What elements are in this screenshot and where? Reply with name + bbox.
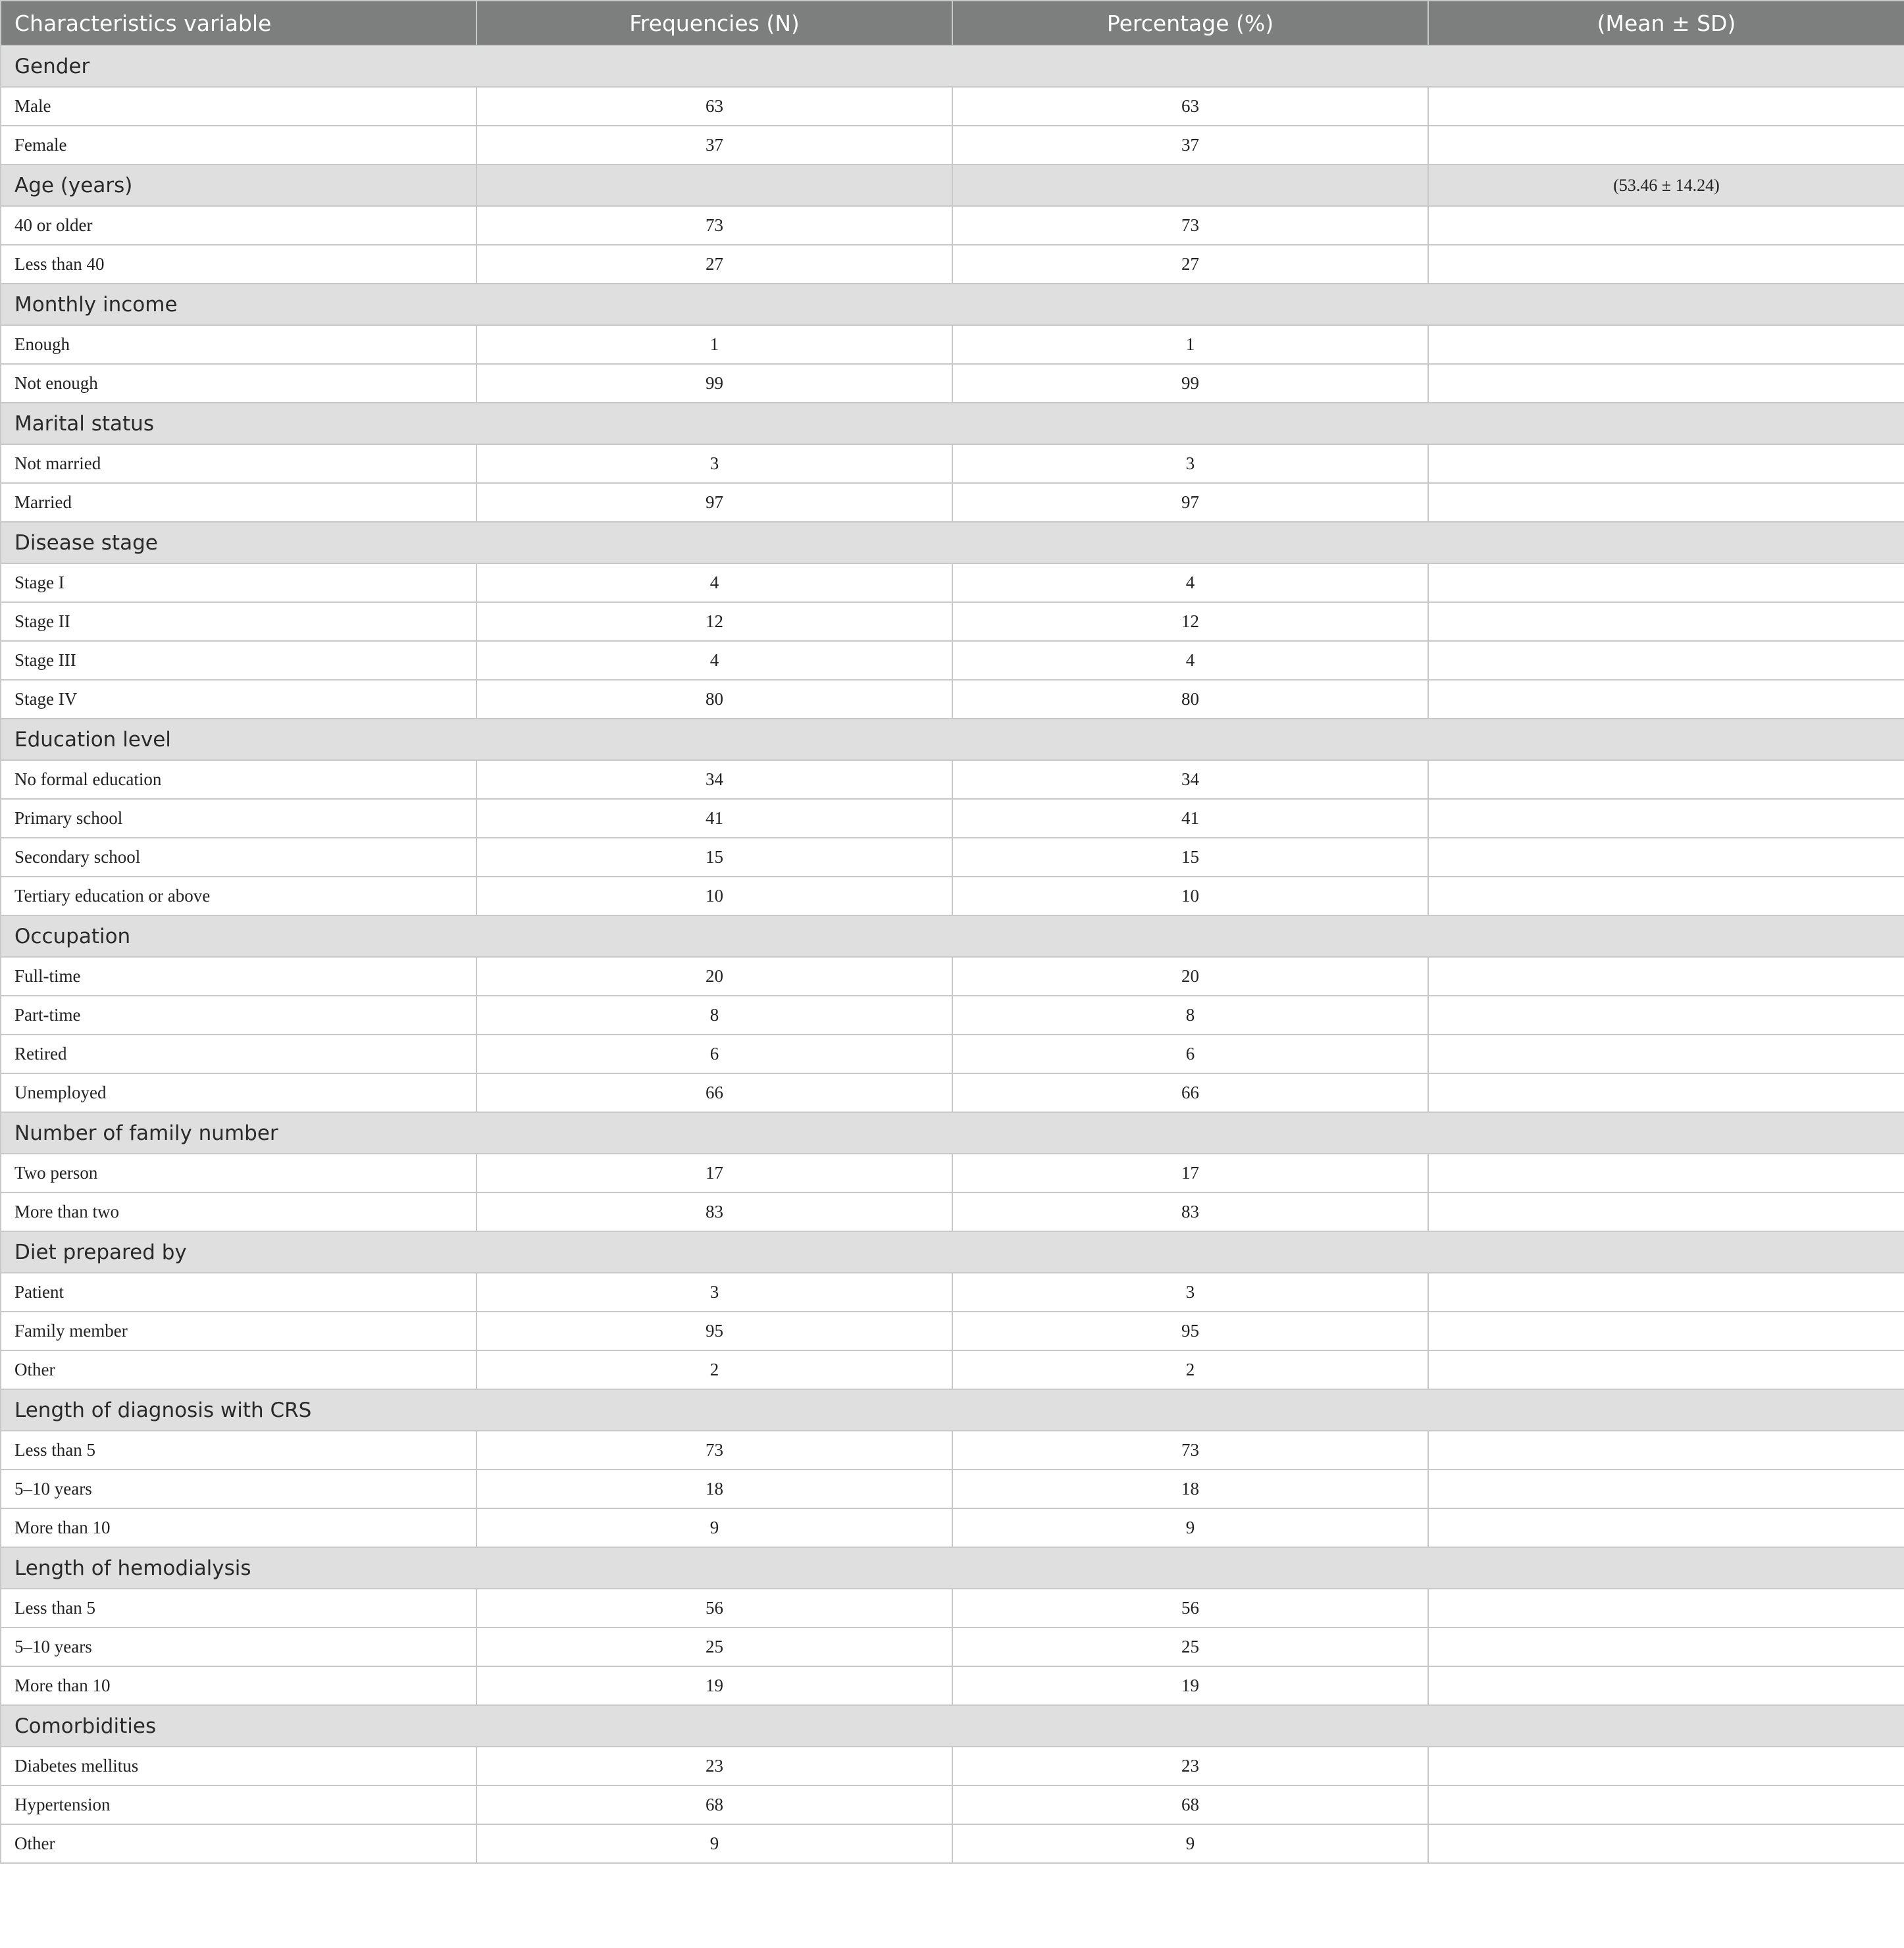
percentage-value: 80: [952, 680, 1428, 719]
table-row: [1, 641, 1904, 680]
mean-sd-cell: [1428, 206, 1904, 245]
percentage-value: 73: [952, 206, 1428, 245]
row-label: Retired: [1, 1035, 476, 1073]
mean-sd-cell: [1428, 760, 1904, 799]
frequency-value: 66: [476, 1073, 952, 1112]
mean-sd-cell: [1428, 444, 1904, 483]
table-row: [1, 602, 1904, 641]
frequency-value: 63: [476, 87, 952, 126]
percentage-value: 4: [952, 641, 1428, 680]
frequency-value: 9: [476, 1508, 952, 1547]
table-row: [1, 1628, 1904, 1666]
row-label: Less than 5: [1, 1431, 476, 1470]
percentage-value: 1: [952, 325, 1428, 364]
frequency-value: 1: [476, 325, 952, 364]
percentage-value: 9: [952, 1508, 1428, 1547]
row-label: Not enough: [1, 364, 476, 403]
header-percentage: Percentage (%): [952, 1, 1428, 45]
row-label: Less than 40: [1, 245, 476, 284]
mean-sd-cell: [1428, 799, 1904, 838]
group-header-row: [1, 1547, 1904, 1589]
group-title: Disease stage: [1, 522, 1904, 563]
percentage-value: 3: [952, 444, 1428, 483]
percentage-value: 63: [952, 87, 1428, 126]
mean-sd-cell: [1428, 245, 1904, 284]
group-title: Diet prepared by: [1, 1231, 1904, 1273]
header-frequencies: Frequencies (N): [476, 1, 952, 45]
mean-sd-cell: [1428, 996, 1904, 1035]
percentage-value: 56: [952, 1589, 1428, 1628]
row-label: More than 10: [1, 1508, 476, 1547]
row-label: Hypertension: [1, 1785, 476, 1824]
header-characteristics: Characteristics variable: [1, 1, 476, 45]
frequency-value: 37: [476, 126, 952, 165]
frequency-value: 2: [476, 1350, 952, 1389]
percentage-value: 99: [952, 364, 1428, 403]
mean-sd-cell: [1428, 1154, 1904, 1192]
group-header-row: [1, 403, 1904, 444]
frequency-value: 25: [476, 1628, 952, 1666]
row-label: 5–10 years: [1, 1628, 476, 1666]
mean-sd-cell: [1428, 877, 1904, 915]
percentage-value: 18: [952, 1470, 1428, 1508]
row-label: Enough: [1, 325, 476, 364]
group-title: Occupation: [1, 915, 1904, 957]
mean-sd-cell: [1428, 680, 1904, 719]
row-label: Not married: [1, 444, 476, 483]
group-title: Gender: [1, 45, 1904, 87]
mean-sd-cell: [1428, 126, 1904, 165]
percentage-value: 25: [952, 1628, 1428, 1666]
table-row: [1, 1192, 1904, 1231]
table-row: [1, 325, 1904, 364]
percentage-value: 6: [952, 1035, 1428, 1073]
mean-sd-cell: [1428, 1628, 1904, 1666]
table-row: [1, 1666, 1904, 1705]
table-body: [1, 45, 1904, 1863]
table-row: [1, 126, 1904, 165]
table-row: [1, 957, 1904, 996]
table-row: [1, 206, 1904, 245]
frequency-value: 41: [476, 799, 952, 838]
mean-sd-cell: [1428, 1073, 1904, 1112]
table-row: [1, 877, 1904, 915]
percentage-value: 83: [952, 1192, 1428, 1231]
frequency-value: 68: [476, 1785, 952, 1824]
row-label: Stage IV: [1, 680, 476, 719]
table-row: [1, 1035, 1904, 1073]
mean-sd-cell: [1428, 838, 1904, 877]
percentage-value: 41: [952, 799, 1428, 838]
row-label: More than two: [1, 1192, 476, 1231]
percentage-value: 9: [952, 1824, 1428, 1863]
row-label: Full-time: [1, 957, 476, 996]
group-title: Monthly income: [1, 284, 1904, 325]
table-row: [1, 364, 1904, 403]
group-title: Education level: [1, 719, 1904, 760]
frequency-value: 23: [476, 1747, 952, 1785]
mean-sd-cell: [1428, 1589, 1904, 1628]
percentage-value: 95: [952, 1312, 1428, 1350]
header-mean-sd: (Mean ± SD): [1428, 1, 1904, 45]
mean-sd-cell: [1428, 1747, 1904, 1785]
percentage-value: 4: [952, 563, 1428, 602]
mean-sd-cell: [1428, 641, 1904, 680]
frequency-value: 9: [476, 1824, 952, 1863]
header-row: [1, 1, 1904, 45]
mean-sd-cell: [1428, 563, 1904, 602]
row-label: Other: [1, 1350, 476, 1389]
table-row: [1, 1470, 1904, 1508]
group-header-row: [1, 1389, 1904, 1431]
group-title: Marital status: [1, 403, 1904, 444]
mean-sd-cell: [1428, 1035, 1904, 1073]
frequency-value: 19: [476, 1666, 952, 1705]
group-header-row: [1, 719, 1904, 760]
frequency-value: 27: [476, 245, 952, 284]
percentage-value: 68: [952, 1785, 1428, 1824]
frequency-value: 4: [476, 641, 952, 680]
mean-sd-cell: [1428, 1273, 1904, 1312]
table-row: [1, 1785, 1904, 1824]
percentage-value: 23: [952, 1747, 1428, 1785]
mean-sd-cell: [1428, 602, 1904, 641]
group-header-row: [1, 1705, 1904, 1747]
frequency-value: 3: [476, 1273, 952, 1312]
mean-sd-cell: [1428, 1470, 1904, 1508]
row-label: Family member: [1, 1312, 476, 1350]
frequency-value: 97: [476, 483, 952, 522]
group-header-row: [1, 284, 1904, 325]
frequency-value: 83: [476, 1192, 952, 1231]
row-label: Primary school: [1, 799, 476, 838]
frequency-value: 3: [476, 444, 952, 483]
mean-sd-cell: [1428, 325, 1904, 364]
table-row: [1, 1154, 1904, 1192]
table-row: [1, 87, 1904, 126]
mean-sd-value: (53.46 ± 14.24): [1428, 165, 1904, 206]
row-label: Unemployed: [1, 1073, 476, 1112]
row-label: Male: [1, 87, 476, 126]
percentage-value: 20: [952, 957, 1428, 996]
percentage-value: 66: [952, 1073, 1428, 1112]
row-label: Stage III: [1, 641, 476, 680]
frequency-value: 10: [476, 877, 952, 915]
frequency-value: 4: [476, 563, 952, 602]
frequency-value: 34: [476, 760, 952, 799]
percentage-value: 2: [952, 1350, 1428, 1389]
table-row: [1, 799, 1904, 838]
mean-sd-cell: [1428, 1785, 1904, 1824]
percentage-value: 37: [952, 126, 1428, 165]
table-row: [1, 760, 1904, 799]
table-row: [1, 1589, 1904, 1628]
group-header-row: [1, 1112, 1904, 1154]
group-header-row: [1, 165, 1904, 206]
row-label: 5–10 years: [1, 1470, 476, 1508]
row-label: Part-time: [1, 996, 476, 1035]
frequency-value: 73: [476, 1431, 952, 1470]
mean-sd-cell: [1428, 87, 1904, 126]
frequency-value: 12: [476, 602, 952, 641]
table-row: [1, 838, 1904, 877]
row-label: No formal education: [1, 760, 476, 799]
group-header-row: [1, 1231, 1904, 1273]
percentage-value: 73: [952, 1431, 1428, 1470]
percentage-value: 8: [952, 996, 1428, 1035]
group-title: Age (years): [1, 165, 476, 206]
row-label: Female: [1, 126, 476, 165]
group-title: Number of family number: [1, 1112, 1904, 1154]
table-row: [1, 1508, 1904, 1547]
row-label: 40 or older: [1, 206, 476, 245]
percentage-value: 12: [952, 602, 1428, 641]
table-row: [1, 1350, 1904, 1389]
row-label: Patient: [1, 1273, 476, 1312]
frequency-value: 8: [476, 996, 952, 1035]
row-label: Two person: [1, 1154, 476, 1192]
table-row: [1, 996, 1904, 1035]
group-header-row: [1, 522, 1904, 563]
percentage-value: 10: [952, 877, 1428, 915]
mean-sd-cell: [1428, 1350, 1904, 1389]
row-label: Diabetes mellitus: [1, 1747, 476, 1785]
frequency-value: 56: [476, 1589, 952, 1628]
mean-sd-cell: [1428, 1824, 1904, 1863]
table-row: [1, 245, 1904, 284]
percentage-value: 15: [952, 838, 1428, 877]
frequency-value: 18: [476, 1470, 952, 1508]
row-label: Stage I: [1, 563, 476, 602]
percentage-value: 34: [952, 760, 1428, 799]
mean-sd-cell: [1428, 1431, 1904, 1470]
mean-sd-cell: [1428, 1312, 1904, 1350]
percentage-value: 97: [952, 483, 1428, 522]
group-header-row: [1, 915, 1904, 957]
row-label: Secondary school: [1, 838, 476, 877]
table-row: [1, 1312, 1904, 1350]
mean-sd-cell: [1428, 1508, 1904, 1547]
percentage-value: 17: [952, 1154, 1428, 1192]
row-label: Less than 5: [1, 1589, 476, 1628]
group-percentage-cell: [952, 165, 1428, 206]
mean-sd-cell: [1428, 1192, 1904, 1231]
mean-sd-cell: [1428, 483, 1904, 522]
frequency-value: 73: [476, 206, 952, 245]
frequency-value: 99: [476, 364, 952, 403]
table-row: [1, 1824, 1904, 1863]
percentage-value: 19: [952, 1666, 1428, 1705]
percentage-value: 27: [952, 245, 1428, 284]
frequency-value: 80: [476, 680, 952, 719]
frequency-value: 17: [476, 1154, 952, 1192]
table-row: [1, 1073, 1904, 1112]
table-row: [1, 444, 1904, 483]
row-label: More than 10: [1, 1666, 476, 1705]
table-row: [1, 483, 1904, 522]
group-header-row: [1, 45, 1904, 87]
group-title: Comorbidities: [1, 1705, 1904, 1747]
percentage-value: 3: [952, 1273, 1428, 1312]
table-row: [1, 680, 1904, 719]
group-title: Length of diagnosis with CRS: [1, 1389, 1904, 1431]
table-row: [1, 1431, 1904, 1470]
table-row: [1, 563, 1904, 602]
mean-sd-cell: [1428, 1666, 1904, 1705]
frequency-value: 20: [476, 957, 952, 996]
mean-sd-cell: [1428, 957, 1904, 996]
row-label: Married: [1, 483, 476, 522]
frequency-value: 15: [476, 838, 952, 877]
mean-sd-cell: [1428, 364, 1904, 403]
row-label: Stage II: [1, 602, 476, 641]
group-frequency-cell: [476, 165, 952, 206]
table-row: [1, 1747, 1904, 1785]
table-row: [1, 1273, 1904, 1312]
row-label: Tertiary education or above: [1, 877, 476, 915]
row-label: Other: [1, 1824, 476, 1863]
frequency-value: 6: [476, 1035, 952, 1073]
group-title: Length of hemodialysis: [1, 1547, 1904, 1589]
frequency-value: 95: [476, 1312, 952, 1350]
